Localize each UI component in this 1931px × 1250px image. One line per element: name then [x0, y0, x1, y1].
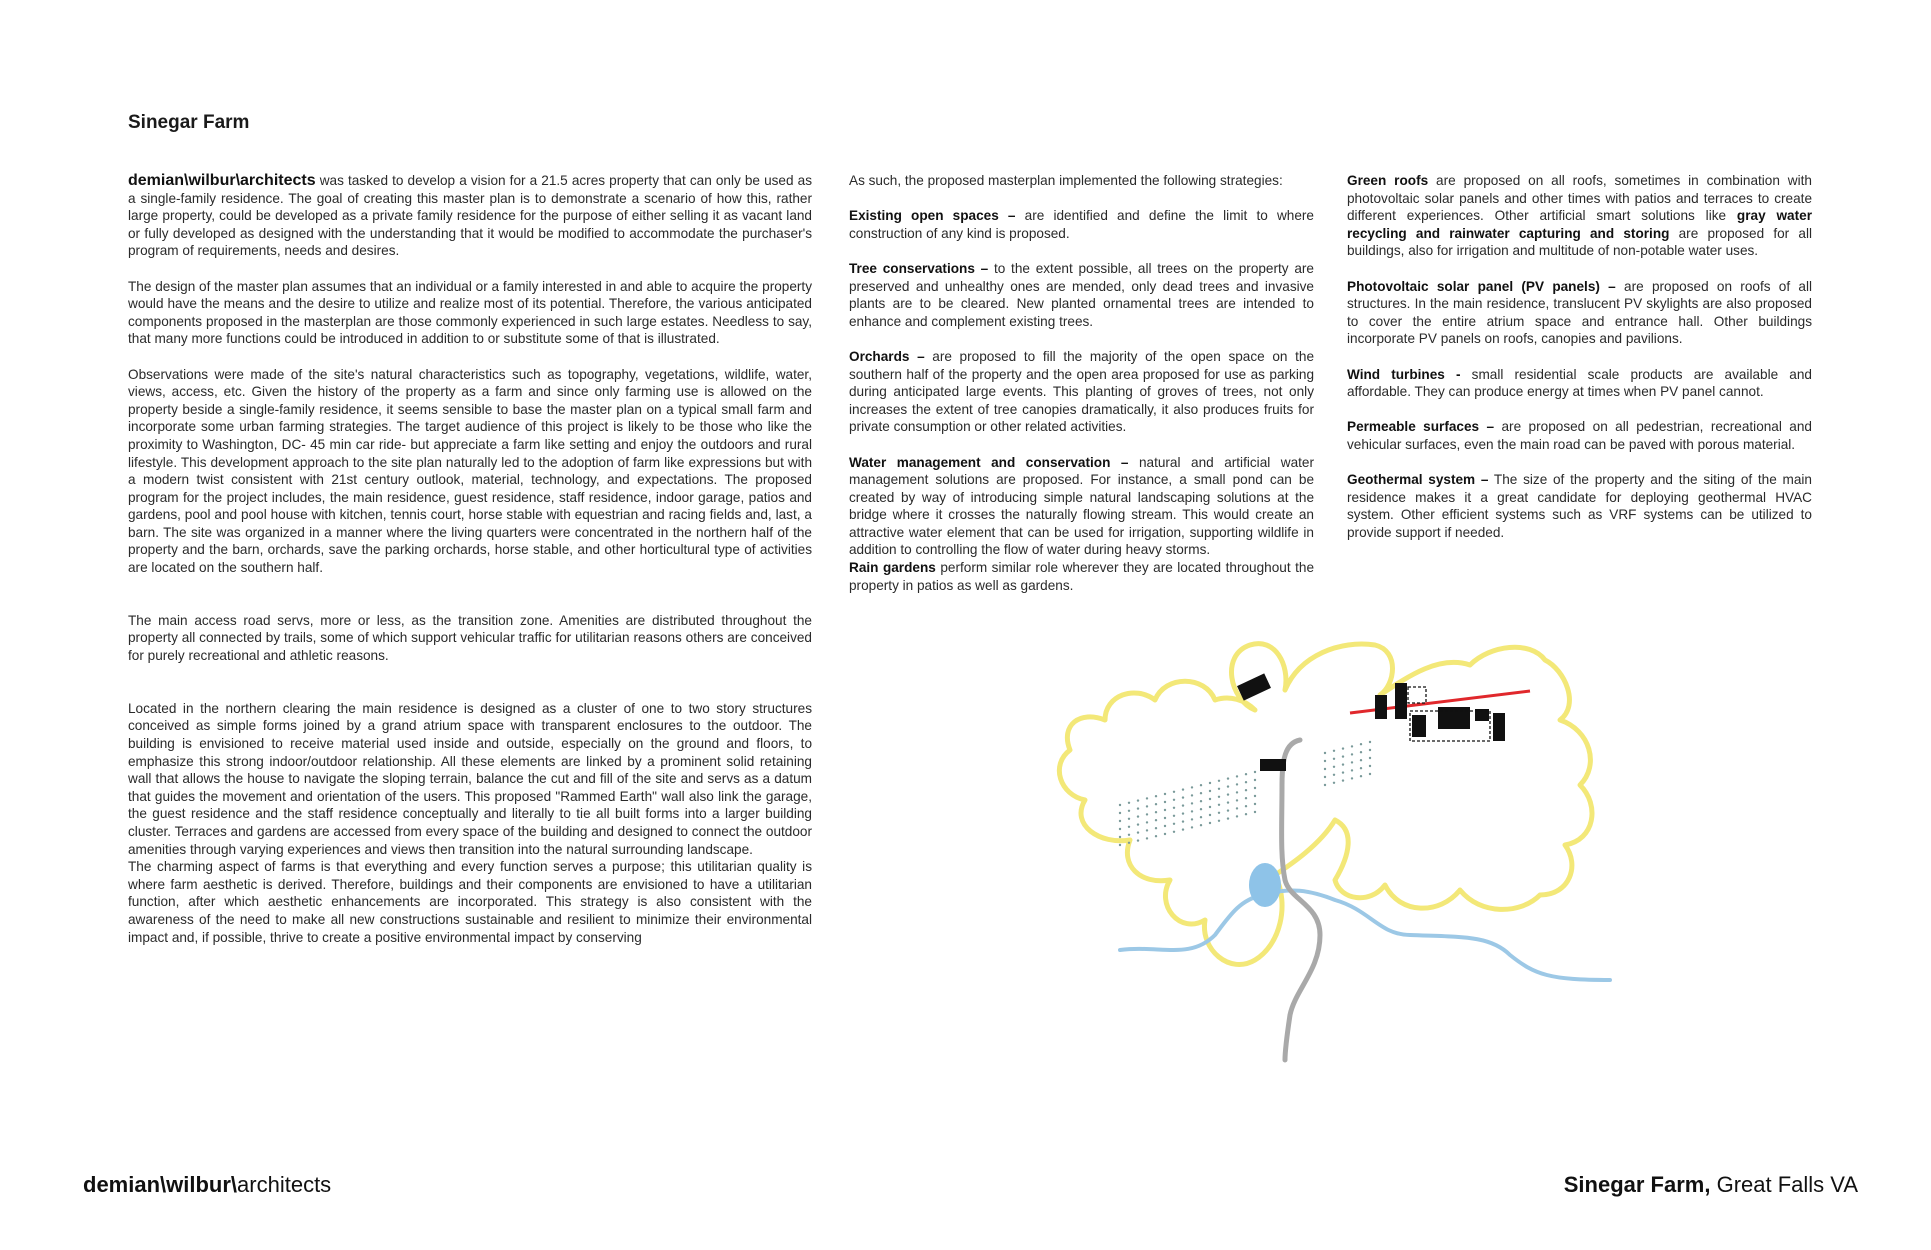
orchard-tree-dot — [1119, 812, 1121, 814]
text-column-1 — [128, 172, 812, 964]
building-main-2 — [1395, 683, 1407, 719]
building-guest — [1237, 673, 1271, 700]
strategy-text: The size of the property and the siting of the main residence makes it a great candidate for deploying geothermal HVAC system. Other efficient systems such as VRF systems can be utilized to provide support if needed. — [1347, 472, 1812, 540]
atrium-outline — [1408, 687, 1426, 703]
orchard-tree-dot — [1119, 820, 1121, 822]
building-main-4 — [1438, 707, 1470, 729]
orchard-tree-dot — [1173, 807, 1175, 809]
orchard-tree-dot — [1342, 763, 1344, 765]
strategy-rain-gardens — [849, 559, 1314, 594]
strategy-permeable-surfaces — [1347, 418, 1812, 453]
orchard-tree-dot — [1218, 812, 1220, 814]
orchard-tree-dot — [1200, 808, 1202, 810]
strategy-green-roofs — [1347, 172, 1812, 260]
strategy-heading: Orchards – — [849, 348, 925, 364]
orchard-tree-dot — [1164, 801, 1166, 803]
orchard-tree-dot — [1128, 818, 1130, 820]
orchard-tree-dot — [1333, 782, 1335, 784]
orchard-tree-dot — [1245, 781, 1247, 783]
orchard-tree-dot — [1164, 833, 1166, 835]
paragraph-intro-text: was tasked to develop a vision for a 21.5 acres property that can only be used as a single-family residence. The goal of creating this master plan is to demonstrate a scenario of how this, rather large property, could be developed as a private family residence for the purpose of either selling it as vacant land or fully developed as designed with the understanding that it would be modified to accommodate the purchaser's program of requirements, needs and desires. — [128, 173, 812, 259]
orchard-tree-dot — [1351, 769, 1353, 771]
text-column-2 — [849, 172, 1314, 612]
orchard-tree-dot — [1173, 791, 1175, 793]
orchard-tree-dot — [1155, 803, 1157, 805]
pond-shape — [1249, 863, 1281, 907]
orchard-tree-dot — [1245, 805, 1247, 807]
orchard-tree-dot — [1146, 805, 1148, 807]
orchard-tree-dot — [1245, 797, 1247, 799]
orchard-tree-dot — [1137, 799, 1139, 801]
footer-project-name — [1564, 1172, 1858, 1198]
buildings-group — [1237, 673, 1505, 771]
strategies-intro: As such, the proposed masterplan implemented the following strategies: — [849, 173, 1283, 188]
text-column-3 — [1347, 172, 1812, 559]
building-garage — [1260, 759, 1286, 771]
orchard-tree-dot — [1173, 823, 1175, 825]
strategy-tree-conservation — [849, 260, 1314, 330]
orchard-tree-dot — [1333, 766, 1335, 768]
orchard-tree-dot — [1218, 780, 1220, 782]
orchard-tree-dot — [1342, 779, 1344, 781]
orchard-tree-dot — [1182, 804, 1184, 806]
strategy-wind-turbines — [1347, 366, 1812, 401]
orchard-tree-dot — [1227, 817, 1229, 819]
strategy-text: are identified and define the limit to where construction of any kind is proposed. — [849, 208, 1314, 241]
orchard-tree-dot — [1351, 777, 1353, 779]
strategy-geothermal — [1347, 471, 1812, 541]
orchard-tree-dot — [1227, 785, 1229, 787]
footer-firm-name — [83, 1172, 331, 1198]
strategy-text: perform similar role wherever they are located throughout the property in patios as well as gardens. — [849, 560, 1315, 593]
orchard-tree-dot — [1137, 815, 1139, 817]
orchard-tree-dot — [1119, 804, 1121, 806]
strategy-heading: Permeable surfaces – — [1347, 419, 1495, 435]
strategy-heading: Photovoltaic solar panel (PV panels) – — [1347, 278, 1616, 294]
strategy-heading: Green roofs — [1347, 173, 1429, 188]
orchard-tree-dot — [1155, 811, 1157, 813]
orchard-tree-dot — [1155, 827, 1157, 829]
orchard-tree-dot — [1342, 755, 1344, 757]
strategy-heading: Existing open spaces – — [849, 208, 1016, 224]
strategy-water-management — [849, 454, 1314, 560]
strategy-text: to the extent possible, all trees on the property are preserved and unhealthy ones are mended, only dead trees and invasive plants are to be cleared. New planted ornamental trees are intended to enhance and complement existing trees. — [849, 260, 1314, 329]
orchard-tree-dot — [1324, 760, 1326, 762]
orchard-tree-dot — [1236, 791, 1238, 793]
orchard-tree-dot — [1137, 839, 1139, 841]
strategy-text: small residential scale products are available and affordable. They can produce energy at times when PV panel cannot. — [1347, 366, 1812, 400]
orchard-tree-dot — [1360, 759, 1362, 761]
orchard-tree-dot — [1218, 788, 1220, 790]
orchard-tree-dot — [1360, 775, 1362, 777]
orchard-tree-dot — [1137, 823, 1139, 825]
orchard-tree-dot — [1209, 798, 1211, 800]
orchard-tree-dot — [1146, 813, 1148, 815]
orchard-tree-dot — [1173, 831, 1175, 833]
strategy-heading: Rain gardens — [849, 560, 936, 576]
orchard-tree-dot — [1254, 779, 1256, 781]
orchard-tree-dot — [1227, 809, 1229, 811]
paragraph-farm-aesthetic: The charming aspect of farms is that everything and every function serves a purpose; this utilitarian quality is where farm aesthetic is derived. Therefore, buildings and their components are envisioned to have a utilitarian function, after which aesthetic enhancements are incorporated. This strategy is also consistent with the awareness of the need to make all new constructions sustainable and resilient to minimize their environmental impact and, if possible, thrive to create a positive environmental impact by conserving — [128, 859, 812, 945]
strategy-heading: Water management and conservation – — [849, 454, 1129, 470]
page-title: Sinegar Farm — [128, 112, 250, 133]
orchard-tree-dot — [1236, 815, 1238, 817]
strategy-pv-panels — [1347, 278, 1812, 348]
orchard-tree-dot — [1245, 789, 1247, 791]
orchard-tree-dot — [1369, 765, 1371, 767]
orchard-tree-dot — [1164, 793, 1166, 795]
orchard-tree-dot — [1369, 749, 1371, 751]
orchard-tree-dot — [1155, 835, 1157, 837]
orchard-tree-dot — [1245, 813, 1247, 815]
orchard-tree-dot — [1182, 828, 1184, 830]
orchard-tree-dot — [1227, 793, 1229, 795]
strategy-heading: Tree conservations – — [849, 260, 989, 276]
orchard-tree-dot — [1182, 820, 1184, 822]
strategy-text: natural and artificial water management solutions are proposed. For instance, a small pond can be created by way of introducing simple natural landscaping solutions at the bridge where it crosses the naturally flowing stream. This would create an attractive water element that can be used for irrigation, supporting wildlife in addition to controlling the flow of water during heavy storms. — [849, 454, 1315, 558]
orchard-tree-dot — [1200, 784, 1202, 786]
orchard-tree-dot — [1351, 753, 1353, 755]
strategy-text: are proposed on roofs of all structures. In the main residence, translucent PV skylights are also proposed to cover the entire atrium space and entrance hall. Other buildings incorporate PV panels on roofs, canopies and pavilions. — [1347, 278, 1812, 347]
orchard-tree-dot — [1155, 819, 1157, 821]
orchard-tree-dot — [1128, 802, 1130, 804]
orchard-tree-dot — [1324, 776, 1326, 778]
orchard-tree-dot — [1191, 794, 1193, 796]
orchard-tree-dot — [1146, 797, 1148, 799]
orchard-tree-dot — [1342, 747, 1344, 749]
strategy-open-spaces — [849, 207, 1314, 242]
orchard-tree-dot — [1182, 812, 1184, 814]
strategy-text: are proposed on all pedestrian, recreational and vehicular surfaces, even the main road can be paved with porous material. — [1347, 419, 1812, 452]
orchard-tree-dot — [1227, 801, 1229, 803]
strategy-orchards — [849, 348, 1314, 436]
orchard-tree-dot — [1128, 810, 1130, 812]
orchard-tree-dot — [1254, 795, 1256, 797]
paragraph-observations: Observations were made of the site's natural characteristics such as topography, vegetations, wildlife, water, views, access, etc. Given the history of the property as a farm and since only farming use is allowed on the property beside a single-family residence, it seems sensible to base the master plan on a typical small farm and incorporate some urban farming strategies. The target audience of this project is likely to be those who like the proximity to Washington, DC- 45 min car ride- but appreciate a farm like setting and enjoy the outdoors and rural lifestyle. This development approach to the site plan naturally led to the adoption of farm like expressions but with a modern twist consistent with 21st century outlook, material, technology, and expectations. The proposed program for the project includes, the main residence, guest residence, staff residence, indoor garage, patios and gardens, pool and pool house with kitchen, tennis court, horse stable with equestrian and racing fields and, last, a barn. The site was organized in a manner where the living quarters were concentrated in the northern half of the property and the barn, orchards, save the parking orchards, horse stable, and other horticultural type of activities are located on the southern half. — [128, 366, 812, 576]
orchard-tree-dot — [1351, 761, 1353, 763]
orchard-tree-dot — [1369, 773, 1371, 775]
orchard-tree-dot — [1128, 834, 1130, 836]
strategy-heading: Geothermal system – — [1347, 472, 1489, 488]
orchard-tree-dot — [1342, 771, 1344, 773]
orchard-tree-dot — [1245, 773, 1247, 775]
paragraph-intro — [128, 172, 812, 260]
orchard-dots — [1119, 741, 1371, 846]
paragraph-design: The design of the master plan assumes that an individual or a family interested in and able to acquire the property would have the means and the desire to utilize and realize most of its potential. Therefore, the various anticipated components proposed in the masterplan are those commonly experienced in such large estates. Needless to say, that many more functions could be introduced in addition to or substitute some of that is illustrated. — [128, 278, 812, 347]
orchard-tree-dot — [1119, 828, 1121, 830]
orchard-tree-dot — [1333, 774, 1335, 776]
orchard-tree-dot — [1200, 800, 1202, 802]
orchard-tree-dot — [1164, 825, 1166, 827]
orchard-tree-dot — [1218, 820, 1220, 822]
building-staff — [1493, 713, 1505, 741]
firm-name-lead: demian\wilbur\architects — [128, 172, 316, 189]
footer-project-bold: Sinegar Farm, — [1563, 1172, 1711, 1197]
orchard-tree-dot — [1200, 816, 1202, 818]
orchard-tree-dot — [1236, 775, 1238, 777]
orchard-tree-dot — [1369, 757, 1371, 759]
strategy-text: are proposed to fill the majority of the open space on the southern half of the property and the open area proposed for use as parking during anticipated large events. This planting of groves of trees, not only increases the extent of tree canopies dramatically, it also produces fruits for private consumption or other related activities. — [849, 348, 1315, 435]
orchard-tree-dot — [1236, 783, 1238, 785]
orchard-tree-dot — [1173, 799, 1175, 801]
orchard-tree-dot — [1146, 829, 1148, 831]
orchard-tree-dot — [1227, 777, 1229, 779]
orchard-tree-dot — [1369, 741, 1371, 743]
strategy-heading: Wind turbines - — [1347, 366, 1461, 382]
orchard-tree-dot — [1254, 803, 1256, 805]
orchard-tree-dot — [1218, 796, 1220, 798]
orchard-tree-dot — [1209, 806, 1211, 808]
paragraph-main-residence: Located in the northern clearing the main residence is designed as a cluster of one to two story structures conceived as simple forms joined by a grand atrium space with transparent enclosures to the outdoor. The building is envisioned to receive material used inside and outside, especially on the ground and floors, to emphasize this strong indoor/outdoor relationship. All these elements are linked by a prominent solid retaining wall that allows the house to navigate the sloping terrain, balance the cut and fill of the site and servs as a datum that guides the movement and orientation of the users. This proposed "Rammed Earth" wall also link the garage, the guest residence and the staff residence conceptually and literally to tie all built forms into a larger building cluster. Terraces and gardens are accessed from every space of the building and designed to connect the outdoor amenities through varying experiences and views then transition into the natural surrounding landscape. — [128, 700, 812, 857]
strategy-text: are proposed on all roofs, sometimes in combination with photovoltaic solar panels and other times with patios and terraces to create different experiences. Other artificial smart solutions like — [1347, 173, 1812, 224]
main-road-line — [1282, 740, 1320, 1060]
orchard-tree-dot — [1119, 836, 1121, 838]
footer-firm-light: architects — [237, 1172, 332, 1197]
orchard-tree-dot — [1119, 844, 1121, 846]
orchard-tree-dot — [1209, 822, 1211, 824]
footer-firm-bold: demian\wilbur\ — [83, 1172, 238, 1197]
orchard-tree-dot — [1182, 796, 1184, 798]
orchard-tree-dot — [1254, 771, 1256, 773]
orchard-tree-dot — [1146, 821, 1148, 823]
orchard-tree-dot — [1333, 758, 1335, 760]
footer-project-light: Great Falls VA — [1710, 1172, 1858, 1197]
orchard-tree-dot — [1137, 831, 1139, 833]
orchard-tree-dot — [1164, 809, 1166, 811]
orchard-tree-dot — [1128, 826, 1130, 828]
orchard-tree-dot — [1324, 752, 1326, 754]
orchard-tree-dot — [1164, 817, 1166, 819]
building-main-3 — [1412, 715, 1426, 737]
orchard-tree-dot — [1360, 751, 1362, 753]
orchard-tree-dot — [1360, 767, 1362, 769]
orchard-tree-dot — [1191, 818, 1193, 820]
orchard-tree-dot — [1360, 743, 1362, 745]
orchard-tree-dot — [1191, 826, 1193, 828]
orchard-tree-dot — [1351, 745, 1353, 747]
orchard-tree-dot — [1218, 804, 1220, 806]
orchard-tree-dot — [1137, 807, 1139, 809]
orchard-tree-dot — [1333, 750, 1335, 752]
orchard-tree-dot — [1200, 824, 1202, 826]
orchard-tree-dot — [1254, 787, 1256, 789]
orchard-tree-dot — [1324, 784, 1326, 786]
building-main-1 — [1375, 695, 1387, 719]
orchard-tree-dot — [1128, 842, 1130, 844]
orchard-tree-dot — [1173, 815, 1175, 817]
orchard-tree-dot — [1146, 837, 1148, 839]
paragraph-access-road: The main access road servs, more or less, as the transition zone. Amenities are distributed throughout the property all connected by trails, some of which support vehicular traffic for utilitarian reasons others are conceived for purely recreational and athletic reasons. — [128, 612, 812, 664]
stream-line — [1120, 890, 1610, 980]
orchard-tree-dot — [1209, 790, 1211, 792]
orchard-tree-dot — [1182, 788, 1184, 790]
orchard-tree-dot — [1191, 786, 1193, 788]
strategy-text: are proposed for all buildings, also for irrigation and multitude of non-potable water uses. — [1347, 225, 1812, 259]
strategy-emphasis: gray water recycling and rainwater capturing and storing — [1347, 208, 1812, 241]
orchard-tree-dot — [1191, 802, 1193, 804]
site-plan-diagram — [990, 615, 1630, 1065]
orchard-tree-dot — [1209, 814, 1211, 816]
orchard-tree-dot — [1200, 792, 1202, 794]
orchard-tree-dot — [1236, 807, 1238, 809]
orchard-tree-dot — [1209, 782, 1211, 784]
orchard-tree-dot — [1324, 768, 1326, 770]
orchard-tree-dot — [1191, 810, 1193, 812]
orchard-tree-dot — [1254, 811, 1256, 813]
orchard-tree-dot — [1155, 795, 1157, 797]
orchard-tree-dot — [1236, 799, 1238, 801]
